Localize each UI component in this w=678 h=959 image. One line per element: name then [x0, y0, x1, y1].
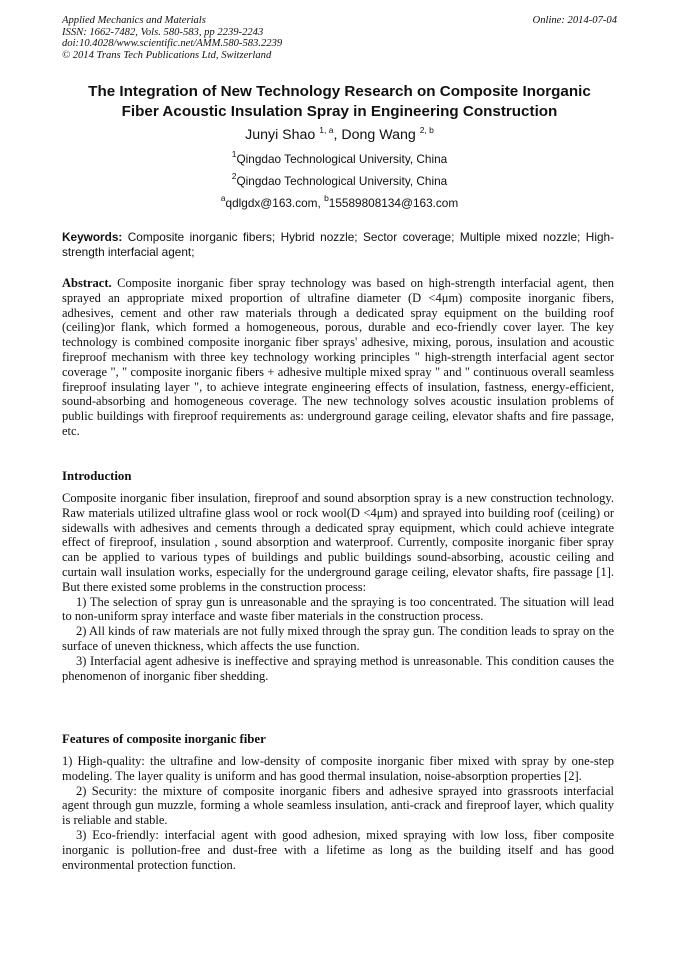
- online-date: Online: 2014-07-04: [532, 15, 617, 26]
- email-superscript: a: [220, 193, 226, 203]
- keywords-section: [62, 230, 614, 260]
- doi-line: doi:10.4028/www.scientific.net/AMM.580-583.2239: [62, 38, 283, 50]
- title-line-2: Fiber Acoustic Insulation Spray in Engineering Construction: [121, 103, 558, 120]
- journal-header: [62, 15, 617, 61]
- abstract-label: Abstract.: [62, 276, 112, 290]
- keywords-text: Composite inorganic fibers; Hybrid nozzle; Sector coverage; Multiple mixed nozzle; High-strength interfacial agent;: [62, 230, 614, 259]
- paragraph: 1) The selection of spray gun is unreasonable and the spraying is too concentrated. The situation will lead to non-uniform spray interface and waste fiber materials in the construction process.: [62, 594, 614, 624]
- paragraph: Composite inorganic fiber insulation, fireproof and sound absorption spray is a new construction technology. Raw materials utilized ultrafine glass wool or rock wool(D <4μm) and sprayed into building roof (ceiling) or sidewalls with adhesives and cements through a dedicated spray equipment, which could achieve integrate effect of fireproof, insulation , sound absorption and waterproof. Currently, composite inorganic fiber spray can be applied to various types of buildings and public buildings sound-absorbing, acoustic ceiling and curtain wall insulation works, especially for the underground garage ceiling, elevator shafts, fire passage [1]. But there existed some problems in the construction process:: [62, 491, 614, 594]
- copyright-line: © 2014 Trans Tech Publications Ltd, Switzerland: [62, 49, 272, 61]
- issn-line: ISSN: 1662-7482, Vols. 580-583, pp 2239-2243: [62, 26, 264, 38]
- email-superscript: b: [324, 193, 329, 203]
- introduction-heading: Introduction: [62, 469, 132, 483]
- author-superscript: 2, b: [419, 125, 434, 135]
- affiliation-2: [62, 171, 617, 188]
- paragraph: 1) High-quality: the ultrafine and low-density of composite inorganic fiber mixed with spray by one-step modeling. The layer quality is uniform and has good thermal insulation, noise-absorption properties [2].: [62, 754, 614, 783]
- paragraph: 2) All kinds of raw materials are not fully mixed through the spray gun. The condition leads to spray on the surface of uneven thickness, which affects the use function.: [62, 624, 614, 653]
- title-line-1: The Integration of New Technology Research on Composite Inorganic: [88, 83, 591, 100]
- author-name: Junyi Shao: [245, 127, 316, 143]
- affiliation-text: Qingdao Technological University, China: [236, 174, 448, 188]
- features-heading: Features of composite inorganic fiber: [62, 732, 266, 746]
- abstract-text: Composite inorganic fiber spray technology was based on high-strength interfacial agent, then sprayed an appropriate mixed proportion of ultrafine diameter (D <4μm) composite inorganic fibers, adhesives, cement and other raw materials through a dedicated spray equipment on the building roof (ceiling)or flank, which formed a homogeneous, porous, durable and eco-friendly cover layer. The key technology is combined composite inorganic fiber sprays' adhesive, mixing, porous, insulation and acoustic fireproof mechanism with three key technology working principles " high-strength interfacial agent sector coverage ", " composite inorganic fibers + adhesive multiple mixed spray " and " continuous overall seamless fireproof insulating layer ", to achieve integrate engineering effects of insulation, fastness, energy-efficient, sound-absorbing and homogeneous coverage. The new technology solves acoustic insulation problems of public buildings with fireproof requirements as: underground garage ceiling, elevator shafts and fire passage, etc.: [62, 276, 614, 438]
- paragraph: 2) Security: the mixture of composite inorganic fibers and adhesive sprayed into grassroots interfacial agent through gun muzzle, forming a whole seamless insulation, anti-crack and fireproof layer, which quality is reliable and stable.: [62, 783, 614, 828]
- features-section: [62, 754, 614, 872]
- email-link[interactable]: qdlgdx@163.com,: [225, 196, 325, 210]
- author-name: Dong Wang: [341, 127, 416, 143]
- paragraph: 3) Eco-friendly: interfacial agent with good adhesion, mixed spraying with low loss, fiber composite inorganic is pollution-free and dust-free with a lifetime as long as the building itself and has good environmental protection function.: [62, 827, 614, 872]
- author-list: [62, 126, 617, 144]
- affiliation-superscript: 1: [231, 149, 237, 159]
- author-emails: [62, 193, 617, 210]
- keywords-label: Keywords:: [62, 230, 123, 244]
- paper-title: [62, 82, 617, 122]
- introduction-section: [62, 491, 614, 683]
- author-superscript: 1, a: [319, 125, 334, 135]
- affiliation-text: Qingdao Technological University, China: [236, 152, 448, 166]
- affiliation-superscript: 2: [231, 171, 237, 181]
- journal-name: Applied Mechanics and Materials: [62, 15, 206, 26]
- affiliation-1: [62, 149, 617, 166]
- paragraph: 3) Interfacial agent adhesive is ineffective and spraying method is unreasonable. This condition causes the phenomenon of inorganic fiber shedding.: [62, 653, 614, 683]
- abstract-section: [62, 276, 614, 439]
- author-separator: ,: [333, 127, 342, 143]
- email-link[interactable]: 15589808134@163.com: [328, 196, 459, 210]
